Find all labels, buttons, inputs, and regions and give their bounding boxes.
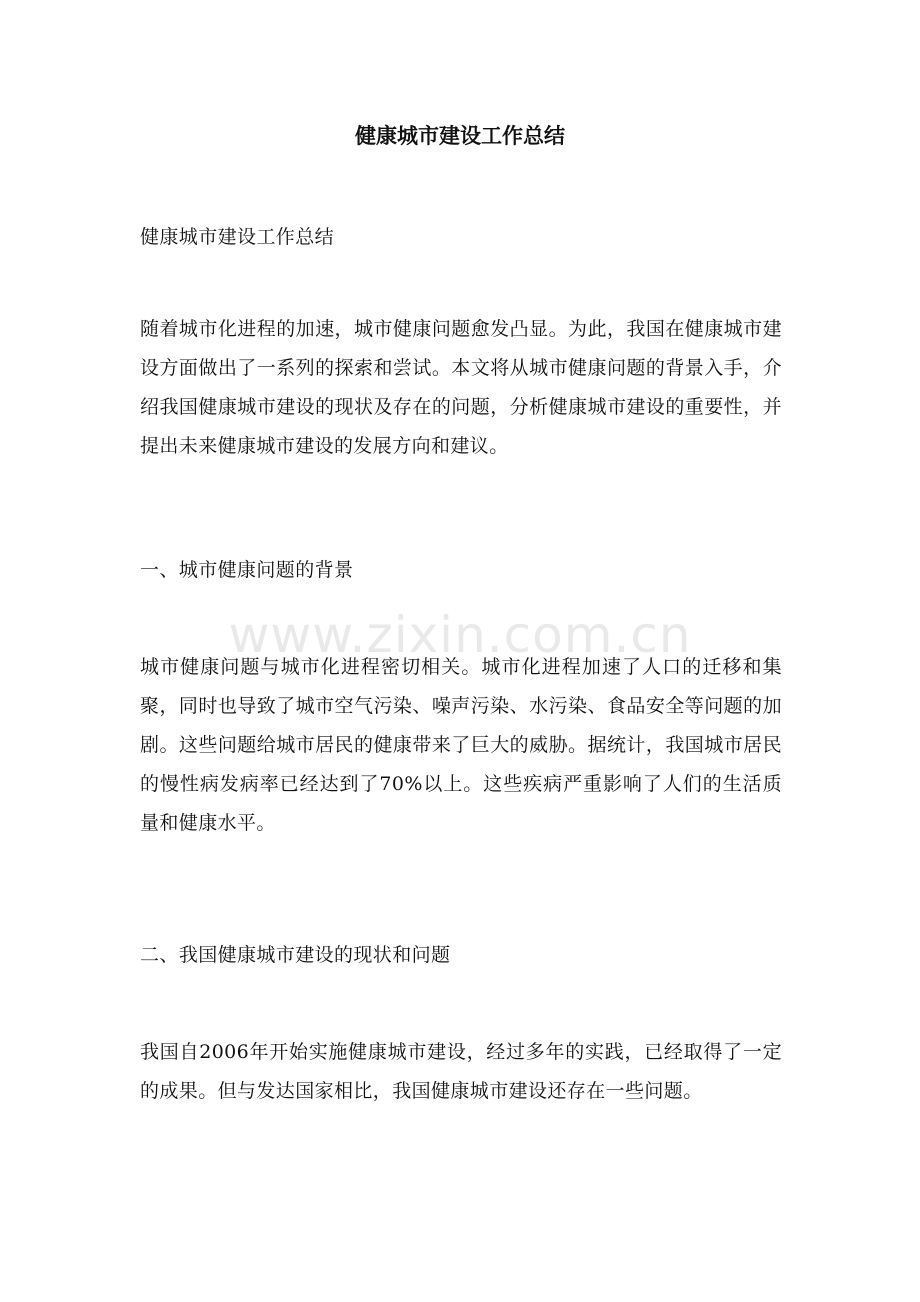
site-watermark: www.zixin.com.cn bbox=[228, 606, 692, 664]
intro-paragraph: 随着城市化进程的加速，城市健康问题愈发凸显。为此，我国在健康城市建设方面做出了一系列的探索和尝试。本文将从城市健康问题的背景入手，介绍我国健康城市建设的现状及存在的问题，分析健康城市建设的重要性，并提出未来健康城市建设的发展方向和建议。 bbox=[140, 318, 782, 457]
section-2-heading: 二、我国健康城市建设的现状和问题 bbox=[140, 944, 451, 966]
section-2-body: 我国自2006年开始实施健康城市建设，经过多年的实践，已经取得了一定的成果。但与发达国家相比，我国健康城市建设还存在一些问题。 bbox=[140, 1041, 782, 1102]
section-1-body: 城市健康问题与城市化进程密切相关。城市化进程加速了人口的迁移和集聚，同时也导致了城市空气污染、噪声污染、水污染、食品安全等问题的加剧。这些问题给城市居民的健康带来了巨大的威胁。据统计，我国城市居民的慢性病发病率已经达到了70%以上。这些疾病严重影响了人们的生活质量和健康水平。 bbox=[140, 656, 782, 834]
document-subtitle: 健康城市建设工作总结 bbox=[140, 226, 335, 248]
section-1-heading: 一、城市健康问题的背景 bbox=[140, 559, 354, 581]
document-title: 健康城市建设工作总结 bbox=[355, 123, 565, 148]
